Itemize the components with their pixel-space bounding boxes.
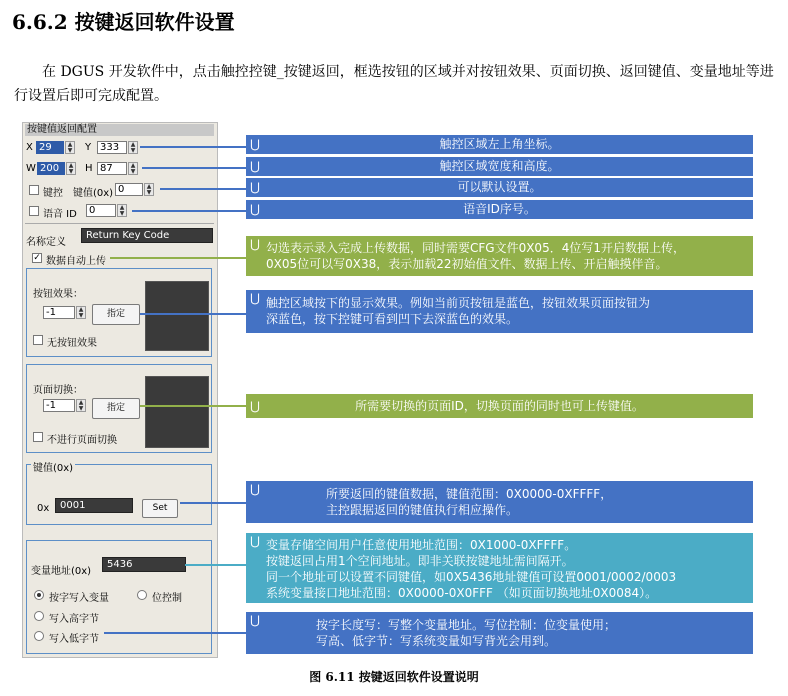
set-button[interactable]: Set (142, 499, 178, 518)
callout-size: ⋃ 触控区域宽度和高度。 (246, 157, 753, 176)
no-button-effect-label: 无按钮效果 (47, 338, 97, 349)
y-spinner[interactable]: ▲ ▼ (128, 141, 138, 154)
no-page-switch-checkbox[interactable] (33, 432, 43, 442)
page-switch-assign-button[interactable]: 指定 (92, 398, 140, 419)
x-spinner[interactable]: ▲ ▼ (65, 141, 75, 154)
connector-line (110, 257, 246, 259)
radio-high-byte[interactable] (34, 611, 44, 621)
radio-write-var[interactable] (34, 590, 44, 600)
connector-line (180, 502, 246, 504)
w-label: W (26, 163, 36, 174)
radio-write-var-label: 按字写入变量 (49, 593, 109, 604)
auto-upload-label: 数据自动上传 (46, 256, 106, 267)
page-switch-spinner[interactable]: ▲ ▼ (76, 399, 86, 412)
page-switch-preview (145, 376, 209, 448)
h-input[interactable]: 87 (97, 162, 127, 175)
radio-low-byte[interactable] (34, 631, 44, 641)
voice-id-spinner[interactable]: ▲ ▼ (117, 204, 127, 217)
divider (25, 223, 214, 224)
x-label: X (26, 142, 33, 153)
callout-auto-upload: ⋃ 勾选表示录入完成上传数据，同时需要CFG文件0X05．4位写1开启数据上传， 0X05位可以写0X38，表示加载22初始值文件、数据上传、开启触摸伴音。 (246, 236, 753, 276)
key-control-checkbox[interactable] (29, 185, 39, 195)
key-value-data-input[interactable]: 0001 (55, 498, 133, 513)
connector-line (185, 564, 246, 566)
radio-high-byte-label: 写入高字节 (49, 614, 99, 625)
radio-bit-ctrl-label: 位控制 (152, 593, 182, 604)
variable-address-label: 变量地址(0x) (31, 566, 92, 577)
variable-address-input[interactable]: 5436 (102, 557, 186, 572)
button-effect-spinner[interactable]: ▲ ▼ (76, 306, 86, 319)
button-effect-assign-button[interactable]: 指定 (92, 304, 140, 325)
connector-line (104, 632, 246, 634)
button-effect-preview (145, 281, 209, 351)
panel-title: 按键值返回配置 (25, 124, 214, 136)
connector-line (132, 210, 246, 212)
x-input[interactable]: 29 (36, 141, 64, 154)
y-input[interactable]: 333 (97, 141, 127, 154)
voice-id-label: 语音 ID (43, 209, 77, 220)
connector-line (140, 146, 246, 148)
callout-voice-id: ⋃ 语音ID序号。 (246, 200, 753, 219)
radio-bit-ctrl[interactable] (137, 590, 147, 600)
key-value-input[interactable]: 0 (115, 183, 143, 196)
w-spinner[interactable]: ▲ ▼ (66, 162, 76, 175)
voice-id-checkbox[interactable] (29, 206, 39, 216)
connector-line (140, 405, 246, 407)
name-label: 名称定义 (26, 237, 66, 248)
name-input[interactable]: Return Key Code (81, 228, 213, 243)
callout-coordinates: ⋃ 触控区域左上角坐标。 (246, 135, 753, 154)
callout-page-switch: ⋃ 所需要切换的页面ID，切换页面的同时也可上传键值。 (246, 394, 753, 418)
radio-low-byte-label: 写入低字节 (49, 634, 99, 645)
page-switch-input[interactable]: -1 (43, 399, 75, 412)
section-heading: 6.6.2 按键返回软件设置 (12, 10, 235, 34)
button-effect-input[interactable]: -1 (43, 306, 75, 319)
callout-default: ⋃ 可以默认设置。 (246, 178, 753, 197)
figure-caption: 图 6.11 按键返回软件设置说明 (309, 670, 479, 684)
h-spinner[interactable]: ▲ ▼ (128, 162, 138, 175)
no-page-switch-label: 不进行页面切换 (47, 435, 117, 446)
key-return-config-panel (22, 122, 218, 658)
connector-line (142, 167, 246, 169)
page-switch-label: 页面切换： (33, 385, 83, 396)
no-button-effect-checkbox[interactable] (33, 335, 43, 345)
key-control-label: 键控 (43, 188, 63, 199)
key-value-spinner[interactable]: ▲ ▼ (144, 183, 154, 196)
connector-line (160, 188, 246, 190)
intro-paragraph: 在 DGUS 开发软件中，点击触控控键_按键返回，框选按钮的区域并对按钮效果、页面切换、返回键值、变量地址等进行设置后即可完成配置。 (14, 64, 774, 104)
auto-upload-checkbox[interactable]: ✓ (33, 253, 41, 263)
callout-variable-address: ⋃ 变量存储空间用户任意使用地址范围：0X1000-0XFFFF。 按键返回占用1个空间地址。即非关联按键地址需间隔开。 同一个地址可以设置不同键值，如0X5436地址键值可设置0001/0002/0003 系统变量接口地址范围：0X0000-0X0FFF （如页面切换地址0X0084）。 (246, 533, 753, 603)
w-input[interactable]: 200 (37, 162, 65, 175)
callout-write-mode: ⋃ 按字长度写：写整个变量地址。写位控制：位变量使用； 写高、低字节：写系统变量如写背光会用到。 (246, 612, 753, 654)
button-effect-label: 按钮效果： (33, 289, 83, 300)
h-label: H (85, 163, 93, 174)
voice-id-input[interactable]: 0 (86, 204, 116, 217)
connector-line (140, 313, 246, 315)
hex-prefix-label: 0x (37, 503, 50, 514)
key-value-group-label: 键值(0x) (31, 459, 75, 474)
key-value-label: 键值(0x) (73, 188, 114, 199)
callout-button-effect: ⋃ 触控区域按下的显示效果。例如当前页按钮是蓝色，按钮效果页面按钮为 深蓝色，按下控键可看到凹下去深蓝色的效果。 (246, 290, 753, 333)
y-label: Y (85, 142, 92, 153)
callout-key-value: ⋃ 所要返回的键值数据，键值范围：0X0000-0XFFFF， 主控跟据返回的键值执行相应操作。 (246, 481, 753, 523)
